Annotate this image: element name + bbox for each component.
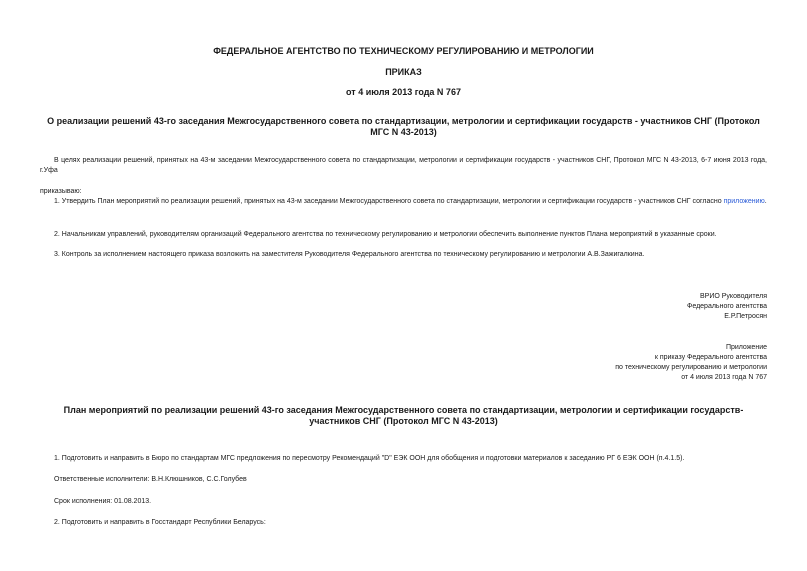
agency-heading: ФЕДЕРАЛЬНОЕ АГЕНТСТВО ПО ТЕХНИЧЕСКОМУ РЕГУЛИРОВАНИЮ И МЕТРОЛОГИИ — [213, 46, 594, 56]
appendix-line-4: от 4 июля 2013 года N 767 — [681, 374, 767, 381]
plan-item-1-responsible: Ответственные исполнители: В.Н.Клюшников, С.С.Голубев — [54, 476, 247, 483]
appendix-link[interactable]: приложению — [723, 198, 765, 205]
signature-block — [507, 292, 767, 322]
item-1-text: 1. Утвердить План мероприятий по реализации решений, принятых на 43-м заседании Межгосударственного совета по стандартизации, метрологии и сертификации государств - участников СНГ согласно — [54, 198, 724, 205]
signature-line-1: ВРИО Руководителя — [700, 293, 767, 300]
signature-line-3: Е.Р.Петросян — [724, 313, 767, 320]
appendix-reference — [507, 343, 767, 383]
item-3: 3. Контроль за исполнением настоящего приказа возложить на заместителя Руководителя Федерального агентства по техническому регулированию и метрологии А.В.Зажигалкина. — [54, 251, 645, 258]
signature-line-2: Федерального агентства — [687, 303, 767, 310]
doc-title: О реализации решений 43-го заседания Межгосударственного совета по стандартизации, метрологии и сертификации государств - участников СНГ (Протокол МГС N 43-2013) — [47, 116, 760, 137]
item-1: 1. Утвердить План мероприятий по реализации решений, принятых на 43-м заседании Межгосударственного совета по стандартизации, метрологии и сертификации государств - участников СНГ согласно приложению. — [54, 198, 767, 205]
item-2: 2. Начальникам управлений, руководителям организаций Федерального агентства по техническому регулированию и метрологии обеспечить выполнение пунктов Плана мероприятий в указанные сроки. — [54, 231, 717, 238]
appendix-line-3: по техническому регулированию и метрологии — [615, 364, 767, 371]
plan-title: План мероприятий по реализации решений 43-го заседания Межгосударственного совета по стандартизации, метрологии и сертификации государств-участников СНГ (Протокол МГС N 43-2013) — [63, 405, 744, 426]
doc-type-heading: ПРИКАЗ — [385, 67, 422, 77]
appendix-line-2: к приказу Федерального агентства — [654, 354, 767, 361]
order-word: приказываю: — [40, 188, 82, 195]
plan-item-1-term: Срок исполнения: 01.08.2013. — [54, 498, 152, 505]
intro-paragraph: В целях реализации решений, принятых на 43-м заседании Межгосударственного совета по стандартизации, метрологии и сертификации государств - участников СНГ, Протокол МГС N 43-2013, 6-7 июня 2013 года, г.Уфа — [40, 157, 767, 174]
plan-item-2: 2. Подготовить и направить в Госстандарт Республики Беларусь: — [54, 519, 266, 526]
doc-date-number: от 4 июля 2013 года N 767 — [346, 87, 461, 97]
appendix-line-1: Приложение — [725, 344, 767, 351]
plan-item-1: 1. Подготовить и направить в Бюро по стандартам МГС предложения по пересмотру Рекомендаций "D" ЕЭК ООН для обобщения и подготовки материалов к заседанию РГ 6 ЕЭК ООН (п.4.1.5). — [54, 455, 685, 462]
